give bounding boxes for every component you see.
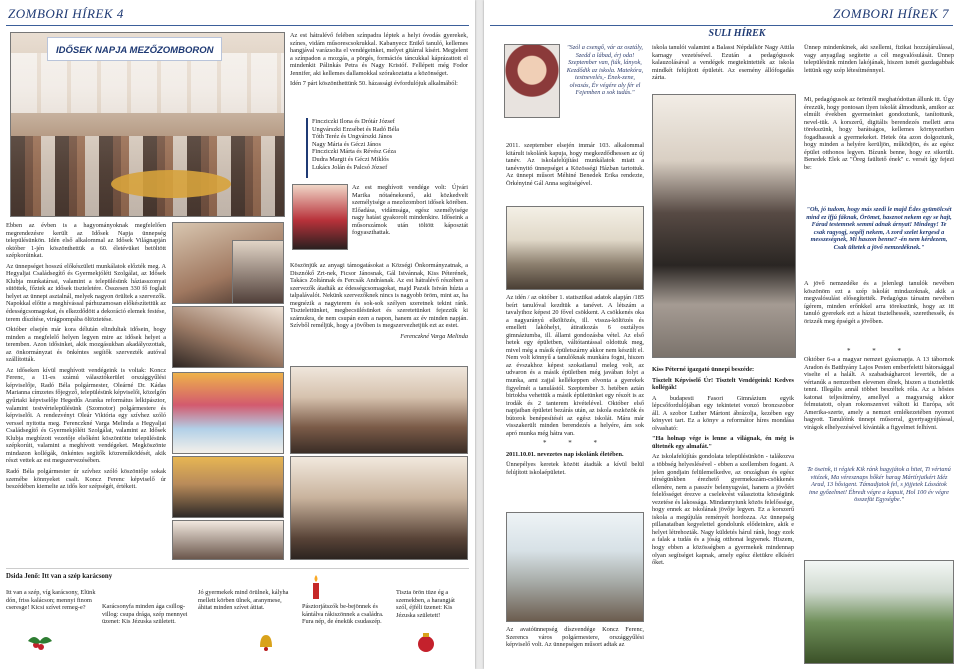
bell-icon [256, 631, 276, 653]
poem-stanza-5: Tiszta örön tüze ég a szemekben, a harangját szól, éjféli üzenet: Kis Jézuska született! [396, 589, 455, 619]
poem-title: Dsida Jenő: Itt van a szép karácsony [6, 573, 113, 580]
elderly-day-hall-photo [10, 32, 285, 217]
renovated-school-photo [506, 512, 644, 622]
right-col1-caption [506, 626, 644, 666]
right-col1-body [506, 294, 644, 477]
luther-quote: "Ha holnap vége is lenne a világnak, én még is ültetnék egy almafát." [652, 435, 794, 450]
right-col3-section [804, 356, 954, 462]
ceremony-guests-photo [652, 94, 796, 358]
group-photo [172, 520, 284, 560]
speech-heading: Kiss Péterné igazgató ünnepi beszéde: [652, 366, 755, 373]
poem-stanza-4: Pásztorjátszók be-bejönnek és kántálva rákiszönnek a családra. Fura nép, de énekük csudaszép. [302, 603, 384, 626]
celebration-paragraph: Ünnep mindenkinek, aki szellemi, fizikai hozzájárulással, vagy anyagilag segítette a cél megvalósulását. Ünnep településünk minden lakójának, hiszen ismét gazdagabbak lettünk egy szép létesítménnyel. [804, 44, 954, 74]
right-page [484, 0, 959, 669]
thanks-paragraph: Köszönjük az anyagi támogatásokat a Községi Önkormányzatnak, a Disznókő Zrt-nek, Ficsor Jánosnak, Gál Istvánnak, Kiss Péterének, Takács Zoltánnak és Fercsák Andrásnak. Az est hátralévő részében a szervezők átadták az édességcsomagokat, majd Pazsik István húzta a talpalávalót. Nekünk szervezőknek nincs is nagyobb öröm, mint az, ha megnézik a nagyterem és sok-sok szélyen szeretnek tekint ránk. Tisztelettünket, megbecsülésünket és szeretetünket fejezzük ki számukra, de nem csupán ezen a napon, hanem az év minden napján. Szívből reméljük, hogy a jövőben is megszervezhetjük ezt az estet. [290, 262, 469, 330]
left-col2-p1: Az est hátralévő felében színpadra léptek a helyi óvodás gyerekek, színes, vidám műsorescsokrukkal. Kabanyecz Enikő tanuló, kellemes hangjával varázsolta el vendégeinket, melyet gitárral kísért. Megjelent a színpadon a mozgás, a pörgés, formációs táncukkal káprázattott el mindenkit Pálinkás Petra és Nagy Kristóf. Fellépett még Fodor Jennifer, aki kellemes dallamokkal szórakoztatta a közönséget. [290, 32, 468, 77]
couple-3: Tóth Teréz és Ungvárszki János [312, 133, 393, 141]
poem-stanza-3: Jó gyermekek mind örülnek, kályha mellett körben ülnek, aranymese, áhitat minden szívet átitat. [198, 589, 289, 612]
audience-photo [290, 456, 468, 560]
statistics-paragraph: Az idén / az október 1. statisztikai adatok alapján /185 beírt tanulóval kezdtük a tanévet. A létszám a tavalyihoz képest 20 fővel csökkent. A csökkenés oka a nagyarányú elköltözés, ill. vissza-költözés és emellett lakóhelyi, átiratkozás 6 osztályos gimnáziumba, ill. állami gondozásba vétel. Az első hetek egy épületben, váltótantással oldottuk meg, mivel még a másik épületszárny akkor nem készült el. Nem volt könnyű a tanulóknak munkára fogni, hiszen az évszakhoz képest szokatlanul meleg volt, az udvaron és a másik épületben még javában folyt a munka, ami zajjal kellékeppen elvonta a gyerekek figyelmét a tanulástól. Szeptember 3. hetében aztán birtokba vehettük a másik épületünket egy részét is az irodák és 2 tanterem kivételével. Október első napjaiban épületet bezárás után, az iskola eszközök és bútorok benépesítéséi az egész iskolát. Mára már visszakerült minden berendezés a helyére, ám sok apró munka még hátra van. [506, 294, 644, 437]
candle-icon [306, 573, 326, 601]
right-col1-intro [506, 142, 644, 202]
couples-list [312, 118, 462, 178]
choir-paragraph: iskola tanulói valamint a Balassi Népdalkör Nagy Attila karnagy vezetésével. Ezután a pedagógusok kalauzolásával a vendégek megtekintették az iskola mindkét felújított épületét. Az esemény állófogadás zárta. [652, 44, 794, 82]
couple-1: Fincziczki Ilona és Drótár József [312, 118, 395, 125]
right-header-title: ZOMBORI HÍREK 7 [833, 6, 949, 21]
couple-2: Ungvárszki Erzsébet és Radó Béla [312, 125, 400, 133]
left-col1-p4: Az időseken kívül meghívott vendégeink is voltak: Koncz Ferenc, a 11-es számú választókerület országgyűlési képviselője, Radó Béla polgármester, Oleárné Dr. Kádas Marianna címzetes főjegyző, településünk képviselői, közelgőn gyűrtaki képviselője Hegedűs Aranka református lelkipásztor, valamint testvértelepülésünk (Szomotor) polgármestere és képviselői. A rendezvényt Oleár Viktória egy szívhez szóló verssel nyitotta meg. Ferenczkné Varga Melinda a Hegyaljai Családsegítő és Gyermekjóléti Szolgálat, valamint az Idősek Klubja megbízott vezetője elsőként köszöntötte településünk szépkorúit, valamint a meghívott vendégeket. Megköszönte mindazon kollégák, önkéntes segítők közreműködését, akik részt vettek az est megszervezésében. [6, 366, 166, 465]
left-col2-top [290, 32, 468, 118]
right-col3-top [804, 44, 954, 90]
right-col2-top [652, 44, 794, 88]
left-page [0, 0, 475, 669]
couples-list-bar [306, 118, 308, 178]
october-6-paragraph: Október 6-a a magyar nemzet gyásznapja. A 13 tábornok Aradon és Batthyány Lajos Pesten emberfeletti bátorsággal viselte el a halált. A szabadságharcot leverték, de a vértanúk a nemzetben elevenen élnek, hiszen a tiszteletük tenni. Illegális annál többet beszéltek róla. Az a hősies katonai teljesítmény, amellyel a magyarság akkor felmutatott, olyan rokonszenvet váltott ki Európa, sőt Amerika-szerte, amely a nemzet emlékezetében nyomot hagyott. Tanulóink ünnepi műsorral, gyertyagyújtással, virágok elhelyezésével kívánták a figyelmet felhívni. [804, 356, 954, 431]
poem-stanza-1: Itt van a szép, víg karácsony, Elünk dón, friss kalácson; mennyi finom cseresge! Kicsi szívet remeg-e? [6, 589, 96, 612]
speech-paragraph-2: Az iskolafelújítás gondolata településünkön - talákozva a többség helyeslésével - ebben a szellemben fogant. A jelen gondjain felülemelkedve, az országban és egész térségünkben érezhető gyermekszám-csökkenés ellenére, nem a passzív belenyugvást, hanem a jövőért felelősséget érezve a cselekvést választotta községünk vezetése és lakossága. Mindannyiunk közös felelőssége, hogy ennek az iskolának jövője legyen. Ez a korszerű iskola a megújulás reményét hordozza. Az ünnepség pillanataiban kegyelettel gondolunk elődeinkre, akik e helyet létrehozták. Nagy küldetés hárul ránk, hogy ezek a falak a tudás és a jóság otthonai legyenek. Hiszem, hogy ebben a közösségben a gyermekek mindennap olyan segítséget kapnak, amely egész életükre elkíséri őket. [652, 453, 794, 567]
speaker-photo-3 [172, 306, 284, 368]
benedek-poem: "Oh, jó tudom, hogy más szedi le majd Édes gyümölcsét mind ez ifjú fáknak, Örömet, hasznot nekem egy se hajt, Fárad testemnek semmi adnak árnyat! Mindegy! Te csak ragyogj, segélj nekem, A zord szelet kergesd a messzeségnek, Mi haszon benne? -én nem kérdezem, Csak ültetek a jövő nemzedéknek." [806, 206, 952, 251]
couple-5: Fincziczki Márta és Révész Géza [312, 148, 396, 156]
section-divider-stars-1: * * * [543, 439, 607, 448]
left-col1 [6, 222, 166, 562]
martyrs-poem: Te öseink, ti régiek Kik ránk hagyjátok a hitet, Ti vértanú vitézek, Ma véresznaps hőkér harag Mártírjaikért Idéz Arad, 13 hősigent. Támadjatok fel, s jöjjetek Lássátok ime győzelmet! Ébredt végre a kapuit, Hol 100 év végre összefüt Egységbe." [807, 466, 951, 503]
right-col2-speech [652, 366, 794, 666]
left-col1-p3: Október elsején már kora délután elindultak idősein, hogy minden a megfelelő helyen legyen mire az idősek helyet a teremben. Azon idősinket, akik mozgásukban akadályozottak, az önkormányzat és önkéntes segítők szervezték autóval szállították. [6, 326, 166, 364]
speech-paragraph-1: A budapesti Fasori Gimnázium egyik lépcsőfordulójában egy tekintetet vonzó bronzszobor áll. A szobor Luther Mártont ábrázolja, kezében egy könyvet tart. Ez a könyv a reformátor híres mondása olvasható: [652, 394, 794, 432]
right-header-rule [490, 4, 953, 26]
children-dance-photo [172, 372, 284, 454]
couples-photo [172, 456, 284, 518]
speaker-photo-2 [232, 240, 284, 304]
holly-icon [26, 629, 54, 653]
right-col3-mid [804, 96, 954, 204]
left-header-title: ZOMBORI HÍREK 4 [8, 6, 124, 21]
poem-stanza-2: Karácsonyfa minden ága csillog-villog: csupa drága, szép mennyei üzenet: Kis Jézuska született. [102, 603, 188, 626]
right-col3-body [804, 280, 954, 342]
elderly-day-banner [47, 37, 222, 61]
renovation-heading: 2011.10.01. nevezetes nap iskolánk életében. [506, 450, 624, 458]
guest-paragraph: Az est meghívott vendége volt: Újvári Marika nótaénekesnő, aki közkedvelt személyisége a mezőzombori idősek körében. Előadása, vidámsága, egész személyisége nagy hatást gyakorolt mindenkire. Időseink a műsorszámok után töltött káposztát fogyaszthattak. [352, 184, 468, 237]
elderly-day-banner-text: IDŐSEK NAPJA MEZŐZOMBORON [56, 45, 214, 56]
school-opening-photo [506, 206, 644, 290]
future-generation-paragraph: A jövő nemzedéke és a jelenlegi tanulók nevében köszönöm ezt a szép iskolát mindazoknak, akik a megvalósulást elősegítették. Pedagógus társaim nevében ígérem, minden erőnkkel arra törekszünk, hogy az itt tanuló gyerekek ezt a házat tisztelhessék, szerethessék, és örizzék meg épségét a jövőben. [804, 280, 954, 325]
school-poem: "Szól a csengő, vár az osztály, Szedd a lábad, érj oda! Szeptember van, fiúk, lányok, Kezdődik az iskola. Matekóra, testnevelés,- Ének-zene, olvasás, Év végére aly fér el Fejemben a sok tudás." [566, 44, 644, 96]
left-col2-bottom [290, 262, 468, 362]
school-year-intro: 2011. szeptember elsején immár 103. alkalommal kitárult iskolánk kapuja, hogy megkezdődhessen az új tanév. Az iskolafelújítási munkálatok miatt a tanévnyitó ünnepséget a Közösségi Házban tartottuk. Az ünnepi műsort Méhiné Benedek Erika rendezte, Örkényiné Gál Anna segítségével. [506, 142, 644, 187]
left-col2-p2: Idén 7 párt köszönthettünk 50. házassági évfordulójuk alkalmából: [290, 80, 458, 88]
school-news-banner: SULI HÍREK [708, 28, 766, 39]
dancers-photo [290, 366, 468, 454]
left-col1-p5: Radó Béla polgármester úr szívhez szóló köszöntője sokak szemébe könnyeket csalt. Koncz Ferenc képviselő úr beszédében kiemelte az idős kor szépségét, értékeit. [6, 467, 166, 491]
left-header-rule [6, 4, 469, 26]
ceremony-guest-paragraph: Az avatóünnepség díszvendége Koncz Ferenc, Szerencs város polgármestere, országgyűlési képviselő volt. Az ünnepségen műsort adtak az [506, 626, 644, 649]
poem-strip [6, 568, 469, 664]
couple-6: Dudra Margit és Géczi Miklós [312, 155, 389, 163]
commemoration-photo [804, 560, 954, 664]
left-col1-p2: Az ünnepséget hosszú előkészületi munkálatok előzték meg. A Hegyaljai Családsegítő és Gyermekjóléti Szolgálat, az Idősek Klubja munkatársai, valamint a településünk háziasszonyai sütöttek, főztek az idősek tiszteletére. Összesen 330 fő foglalt helyet az ünnepi asztalnál, melyek nagyon örültek a szervezők. Napokkal előtte a meghívással párhuzamosan előkészítettük az édességcsomagokat, és elkezdődött a dekoráció elemek festése, terem díszítése, virágpompába öltöztetése. [6, 262, 166, 323]
principal-portrait [504, 44, 560, 118]
speech-greeting: Tisztelt Képviselő Úr! Tisztelt Vendégeink! Kedves kollégák! [652, 376, 794, 392]
teachers-paragraph: Mi, pedagógusok az örömtől meghatódottan állunk itt. Úgy érezzük, hogy pontosan ilyen iskolát álmodtunk, amikor az elmúlt években gyermeinket gondoztunk, tanítottunk, nevel-tük. A korszerű, digitális berendezés mellett arra törekszünk, hogy barátságos, kellemes környezetben fogadhassuk a gyermekeket. Hetek óta azon dolgoztunk, hogy minden a helyére kerüljön, működjön, és az egész épület otthonos legyen. Bízunk benne, hogy ez sikerült. Benedek Elek az "Öreg faültető ének" c. versét így fejezi be: [804, 96, 954, 171]
singer-photo [292, 184, 348, 250]
section-divider-stars-2: * * * [847, 347, 911, 355]
ornament-icon [414, 631, 438, 653]
couple-7: Lukács Jolán és Palcsó József [312, 163, 388, 171]
couple-4: Nagy Mária és Géczi János [312, 140, 381, 148]
left-col1-p1: Ebben az évben is a hagyományoknak megfelelően megrendezésre került az Idősek Napja ünnepség településünkön. Idén első alkalommal az Idősek Világnapján október 1-jén köszönthettük a 60. életévüket betöltött szépkorúinkat. [6, 222, 166, 260]
renovation-paragraph: Ünnepélyes keretek között átadták a kívül belül felújított iskolaépületet. [506, 461, 644, 477]
left-col2-side [352, 184, 468, 260]
left-signature: Ferenczkné Varga Melinda [400, 332, 468, 340]
